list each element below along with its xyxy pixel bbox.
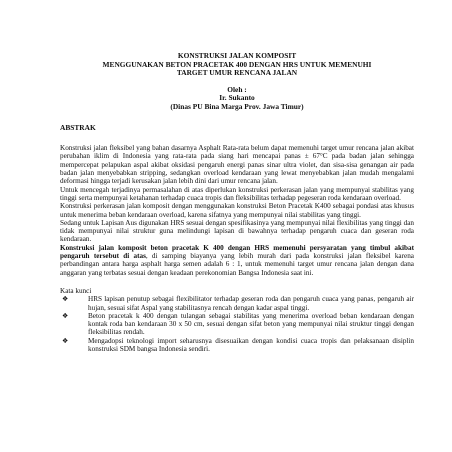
author-block [60, 86, 414, 112]
keyword-item [60, 337, 414, 354]
abstract-paragraph: Untuk mencegah terjadinya permasalahan di atas diperlukan konstruksi perkerasan jalan yang mempunyai stabilitas yang tinggi serta mempunyai ketahanan terhadap cuaca tropis dan fleksibilitas terhadap pegeseran roda kendaraan overload. [60, 185, 414, 202]
four-diamond-bullet-icon: ❖ [62, 311, 69, 320]
title-line: KONSTRUKSI JALAN KOMPOSIT [177, 51, 297, 60]
title-line: MENGGUNAKAN BETON PRACETAK 400 DENGAN HRS UNTUK MEMENUHI [102, 59, 372, 69]
title-line: TARGET UMUR RENCANA JALAN [176, 68, 298, 78]
four-diamond-bullet-icon: ❖ [62, 295, 69, 304]
keyword-text: Beton pracetak k 400 dengan tulangan sebagai stabilitas yang menerima overload beban kendaraan dengan kontak roda ban kendaraan 30 x 50 cm, sesuai dengan sifat beton yang mempunyai nilai struktur tinggi dengan fleksibilitas rendah. [88, 311, 414, 337]
abstract-paragraph: Konstruksi perkerasan jalan komposit dengan menggunakan konstruksi Beton Pracetak K400 sebagai pondasi atas khusus untuk menerima beban kendaraan overload, karena sifatnya yang mempunyai nilai stabilitas yang tinggi. [60, 202, 414, 219]
keyword-text: HRS lapisan penutup sebagai flexibilitator terhadap geseran roda dan pengaruh cuaca yang panas, pengaruh air hujan, sesuai sifat Aspal yang stabilitasnya rencah dengan kadar aspal tinggi. [88, 295, 414, 312]
abstract-paragraph: Konstruksi jalan fleksibel yang bahan dasarnya Asphalt Rata-rata belum dapat memenuhi target umur rencana jalan akibat perubahan iklim di Indonesia yang rata-rata pada siang hari mencapai panas ± 67°C pada badan jalan sehingga mempercepat pelapukan aspal akibat oksidasi pengaruh energi panas sinar ultra violet, dan sisa-sisa genangan air pada badan jalan menyebabkan stripping, sedangkan overload kendaraan yang lewat menyebabkan jalan mudah mengalami deformasi hingga terjadi kerusakan jalan lebih dini dari umur rencana jalan. [60, 144, 414, 186]
author-affiliation: (Dinas PU Bina Marga Prov. Jawa Timur) [170, 101, 304, 111]
conclusion-bold: Konstruksi jalan komposit beton pracetak K 400 dengan HRS memenuhi persyaratan yang timbul akibat pengaruh tersebut di atas [60, 243, 414, 261]
author-oleh: Oleh : [227, 84, 247, 94]
four-diamond-bullet-icon: ❖ [62, 336, 69, 345]
keyword-item [60, 295, 414, 312]
paper-title [60, 52, 414, 78]
keywords-list [60, 295, 414, 353]
author-name: Ir. Sukanto [219, 93, 255, 103]
keyword-text: Mengadopsi teknologi import seharusnya disesuaikan dengan kondisi cuaca tropis dan pelaksanaan disiplin konstruksi SDM bangsa Indonesia sendiri. [88, 336, 414, 353]
keywords-label: Kata kunci [60, 286, 92, 295]
conclusion-rest: , di samping biayanya yang lebih murah dari pada konstruksi jalan fleksibel karena perbandingan antara harga asphalt harga semen adalah 6 : 1, untuk memenuhi target umur rencana jalan dengan dana anggaran yang terbatas sesuai dengan keadaan perekonomian Bangsa Indonesia saat ini. [60, 252, 414, 277]
abstract-heading: ABSTRAK [60, 122, 96, 132]
keyword-item [60, 312, 414, 337]
abstract-paragraph-conclusion [60, 244, 414, 277]
abstract-paragraph: Sedang untuk Lapisan Aus digunakan HRS sesuai dengan spesifikasinya yang mempunyai nilai flexibilitas yang tinggi dan tidak mempunyai nilai struktur guna melindungi lapisan di bawahnya terhadap pengaruh cuaca dan geseran roda kendaraan. [60, 218, 414, 244]
